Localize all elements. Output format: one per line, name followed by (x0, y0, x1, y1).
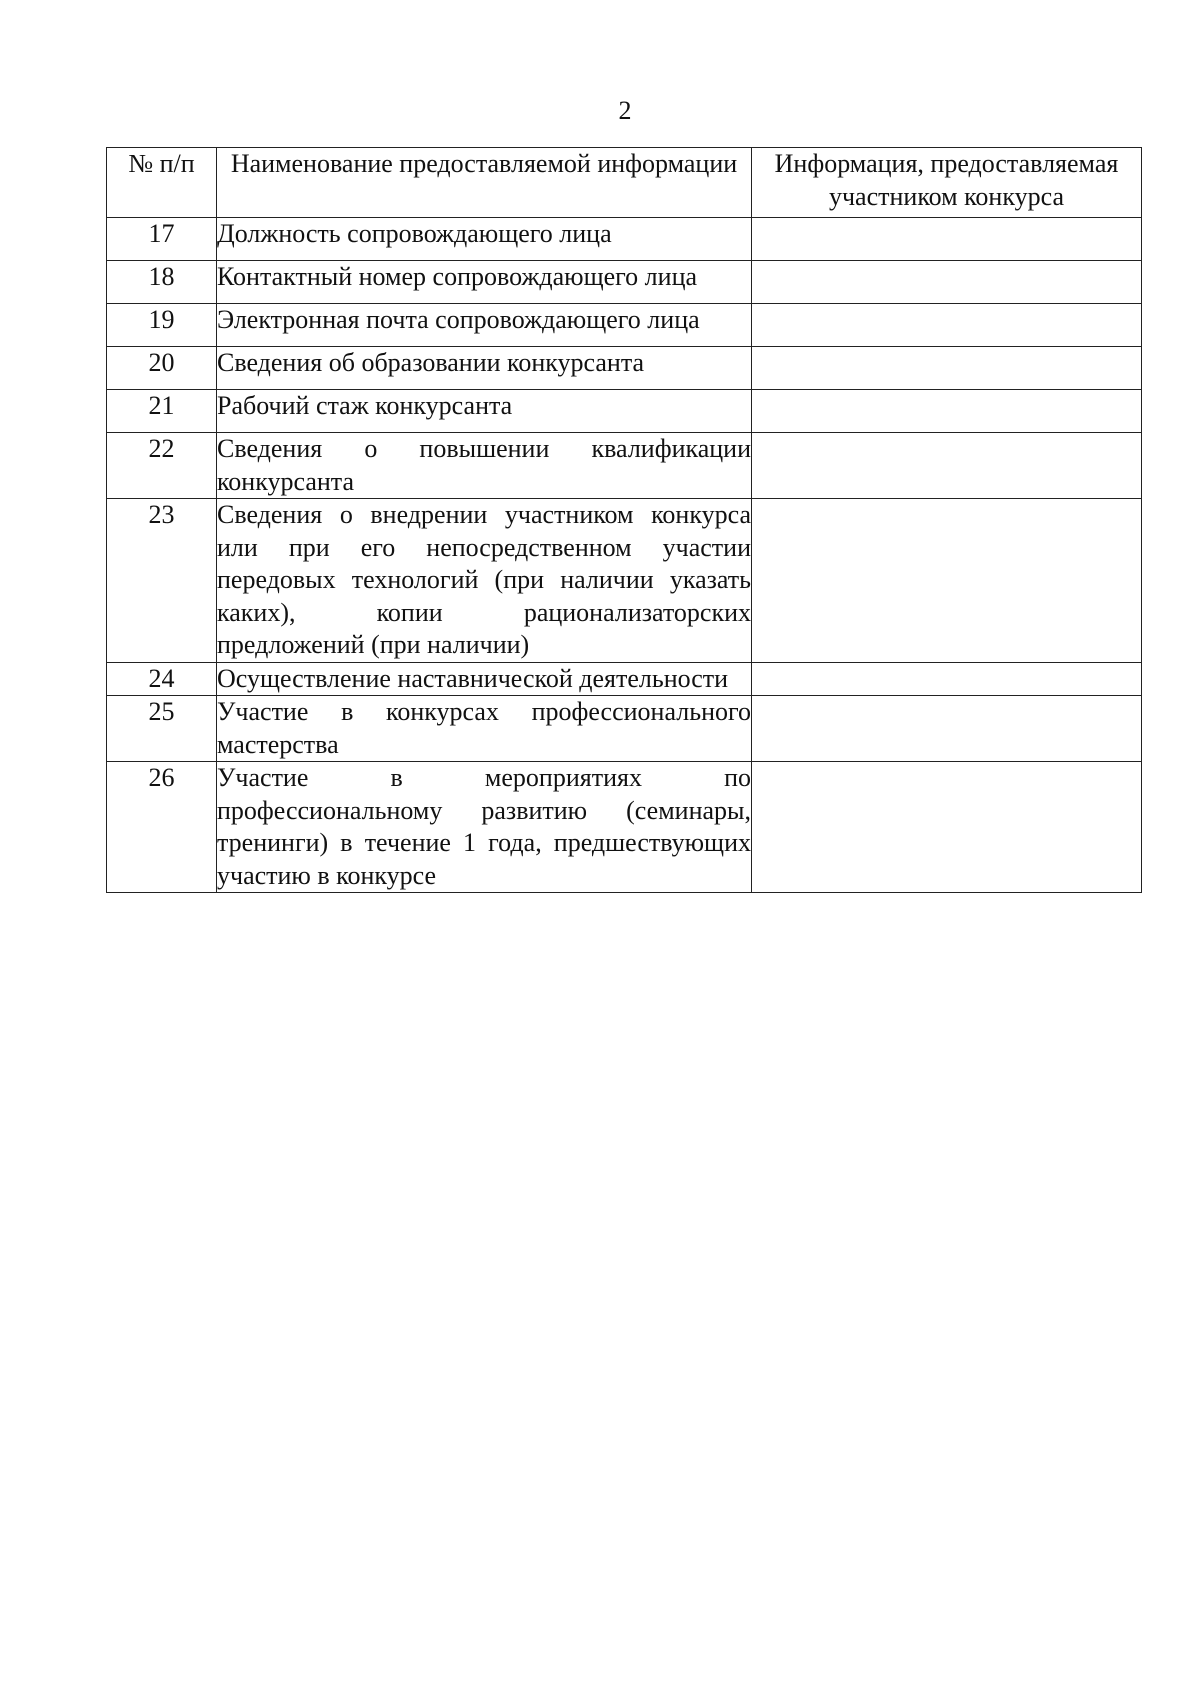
participant-info-table (106, 147, 1142, 893)
table-row (107, 347, 1142, 390)
row-name: Участие в конкурсах профессионального мастерства (217, 696, 752, 762)
table-row (107, 662, 1142, 696)
row-info-cell[interactable] (752, 433, 1142, 499)
row-name: Сведения о внедрении участником конкурса или при его непосредственном участии передовых технологий (при наличии указать каких), копии рационализаторских предложений (при наличии) (217, 499, 752, 663)
row-info-cell[interactable] (752, 499, 1142, 663)
row-number: 25 (107, 696, 217, 762)
row-name: Рабочий стаж конкурсанта (217, 390, 752, 433)
row-name: Контактный номер сопровождающего лица (217, 261, 752, 304)
page-number: 2 (618, 96, 632, 125)
row-info-cell[interactable] (752, 662, 1142, 696)
table-row (107, 499, 1142, 663)
row-number: 17 (107, 218, 217, 261)
row-info-cell[interactable] (752, 261, 1142, 304)
table-row (107, 261, 1142, 304)
table-row (107, 696, 1142, 762)
row-name: Должность сопровождающего лица (217, 218, 752, 261)
row-info-cell[interactable] (752, 762, 1142, 893)
row-info-cell[interactable] (752, 304, 1142, 347)
row-info-cell[interactable] (752, 347, 1142, 390)
header-info: Информация, предоставляемая участником конкурса (752, 148, 1142, 218)
row-info-cell[interactable] (752, 696, 1142, 762)
table-row (107, 218, 1142, 261)
row-number: 21 (107, 390, 217, 433)
row-number: 26 (107, 762, 217, 893)
table-row (107, 762, 1142, 893)
header-name: Наименование предоставляемой информации (217, 148, 752, 218)
row-number: 18 (107, 261, 217, 304)
row-name: Участие в мероприятиях по профессиональному развитию (семинары, тренинги) в течение 1 года, предшествующих участию в конкурсе (217, 762, 752, 893)
table-header-row (107, 148, 1142, 218)
row-info-cell[interactable] (752, 390, 1142, 433)
table-row (107, 433, 1142, 499)
row-number: 24 (107, 662, 217, 696)
table-row (107, 304, 1142, 347)
row-name: Сведения о повышении квалификации конкурсанта (217, 433, 752, 499)
row-number: 20 (107, 347, 217, 390)
row-name: Осуществление наставнической деятельности (217, 662, 752, 696)
header-num: № п/п (107, 148, 217, 218)
row-info-cell[interactable] (752, 218, 1142, 261)
row-name: Сведения об образовании конкурсанта (217, 347, 752, 390)
row-name: Электронная почта сопровождающего лица (217, 304, 752, 347)
table-row (107, 390, 1142, 433)
row-number: 19 (107, 304, 217, 347)
row-number: 22 (107, 433, 217, 499)
row-number: 23 (107, 499, 217, 663)
